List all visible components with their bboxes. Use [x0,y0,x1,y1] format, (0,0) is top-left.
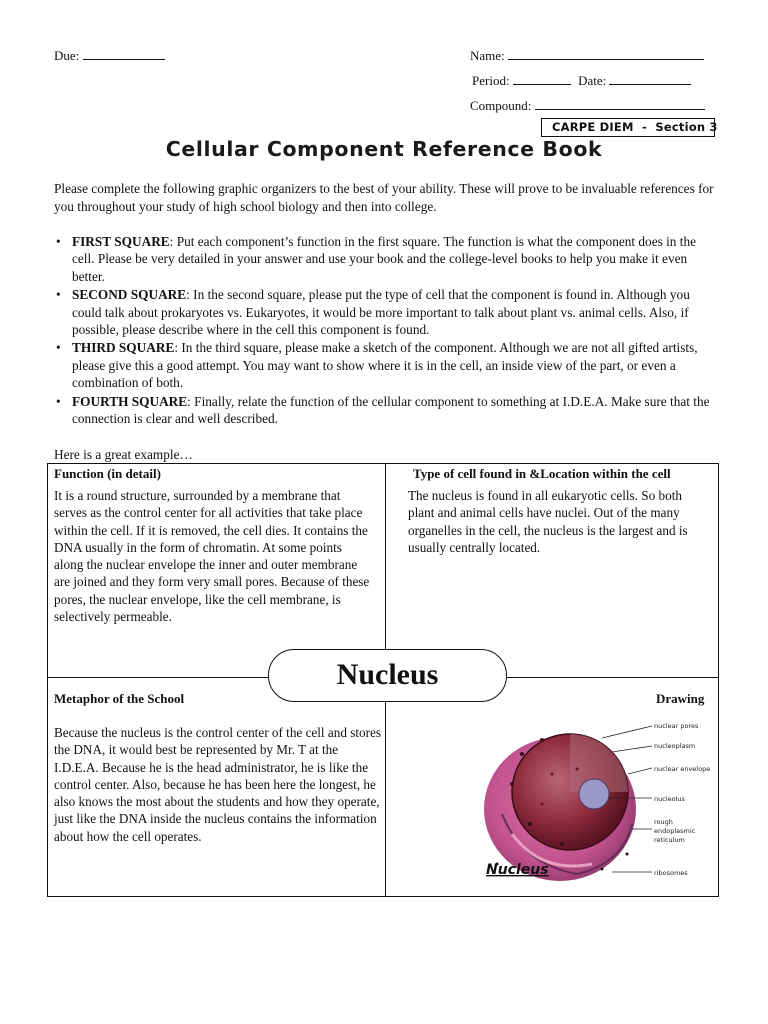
bullet-icon: • [56,287,61,303]
nuclear-pore [510,782,514,786]
example-label: Here is a great example… [54,447,193,462]
date-label: Date: [578,73,607,88]
label-nucleoplasm: nucleoplasm [654,742,696,750]
date-line[interactable] [609,72,691,85]
due-field[interactable] [54,47,165,64]
page-title: Cellular Component Reference Book [165,137,603,161]
instruction-text: : In the third square, please make a sketch of the component. Although we are not all gifted artists, please give this a good attempt. You may want to show where it is in the cell, an inside view of the part, or even a combination of both. [72,340,698,391]
ribosome-dot [626,853,629,856]
period-label: Period: [472,73,510,88]
compound-label: Compound: [470,98,532,113]
label-reticulum: reticulum [654,836,685,844]
instruction-item [54,233,716,285]
chromatin-speck [541,803,544,806]
bullet-icon: • [56,234,61,249]
label-rough: rough [654,818,673,826]
drawing-heading: Drawing [656,691,705,706]
cell-type-heading: Type of cell found in &Location within the cell [413,466,671,481]
name-line[interactable] [508,47,704,60]
nuclear-pore [560,842,564,846]
cell-type-text: The nucleus is found in all eukaryotic cells. So both plant and animal cells have nuclei. Out of the many organelles in the cell, the nucleus is the largest and is usually centrally located. [408,488,688,555]
due-label: Due: [54,48,80,63]
chromatin-speck [576,768,579,771]
period-field[interactable] [472,72,691,89]
instruction-label: FIRST SQUARE [72,234,170,249]
metaphor-text: Because the nucleus is the control center of the cell and stores the DNA, it would best be represented by Mr. T at the I.D.E.A. Because he is the head administrator, he is like the control center. Also, because he has been here the longest, he also knows the most about the students and how they operate, just like the DNA inside the nucleus contains the information about how the cell operates. [54,725,382,844]
instructions-list [54,233,716,428]
period-line[interactable] [513,72,571,85]
instruction-label: SECOND SQUARE [72,287,187,303]
name-field[interactable] [470,47,704,64]
instruction-text: : Finally, relate the function of the cellular component to something at I.D.E.A. Make sure that the connection is clear and well described. [72,393,710,427]
instruction-item [54,339,716,391]
function-text: It is a round structure, surrounded by a membrane that serves as the control center for all activities that take place within the cell. If it is removed, the cell dies. It contains the DNA usually in the form of chromatin. At some points along the nuclear envelope the inner and outer membrane are joined and they form very small pores. Because of these pores, the nuclear envelope, like the cell membrane, is selectively permeable. [54,488,370,625]
metaphor-heading: Metaphor of the School [54,691,185,706]
chromatin-speck [551,773,554,776]
label-endoplasmic: endoplasmic [654,827,696,835]
instruction-text: : In the second square, please put the type of cell that the component is found in. Although you could talk about prokaryotes vs. Eukaryotes, it would be more important to talk about plant vs. animal cells. Also, if possible, please describe where in the cell this component is found. [72,287,690,338]
due-line[interactable] [83,47,165,60]
instruction-label: THIRD SQUARE [72,340,175,356]
instruction-item [54,393,716,428]
drawing-caption: Nucleus [486,862,549,878]
nuclear-pore [528,822,532,826]
function-heading: Function (in detail) [54,466,161,481]
component-name-oval: Nucleus [268,649,507,702]
label-nuclear-pores: nuclear pores [654,722,699,730]
nuclear-pore [520,752,524,756]
label-nucleolus: nucleolus [654,795,685,803]
label-nuclear-envelope: nuclear envelope [654,765,711,773]
bullet-icon: • [56,340,61,356]
carpe-diem-section-box: CARPE DIEM - Section 3 [541,118,715,137]
ribosome-dot [601,868,604,871]
instruction-label: FOURTH SQUARE [72,393,188,409]
compound-line[interactable] [535,97,705,110]
bullet-icon: • [56,393,61,409]
name-label: Name: [470,48,505,63]
nucleolus [579,779,609,809]
compound-field[interactable] [470,97,705,114]
nucleus-illustration [482,714,718,884]
intro-paragraph: Please complete the following graphic organizers to the best of your ability. These will prove to be invaluable references for you throughout your study of high school biology and then into college. [54,181,714,214]
label-ribosomes: ribosomes [654,869,688,877]
instruction-item [54,286,716,338]
instruction-text: : Put each component’s function in the first square. The function is what the component does in the cell. Please be very detailed in your answer and use your book and the college-level books to help you make it even better. [72,234,697,284]
nuclear-pore [540,738,544,742]
